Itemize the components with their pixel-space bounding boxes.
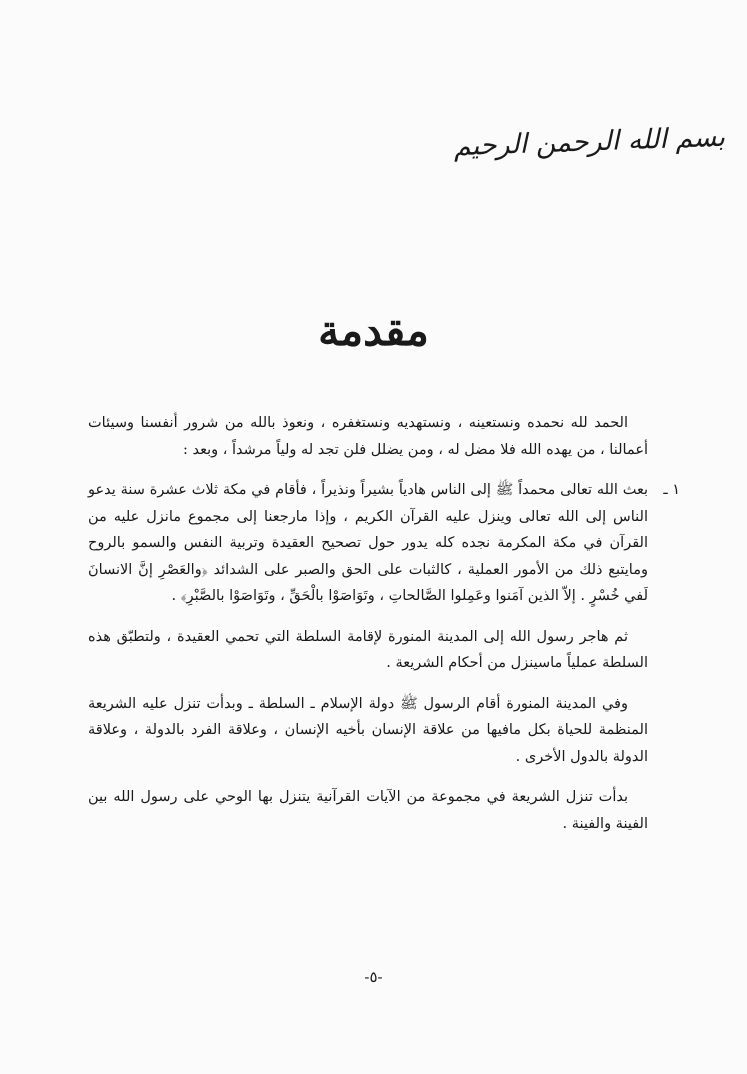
page-number: -٥- (364, 968, 383, 986)
paragraph-3: وفي المدينة المنورة أقام الرسول ﷺ دولة الإسلام ـ السلطة ـ وبدأت تنزل عليه الشريعة المنظمة للحياة بكل مافيها من علاقة الإنسان بأخيه الإنسان ، وعلاقة الفرد بالدولة ، وعلاقة الدولة بالدول الأخرى . (88, 695, 648, 765)
numbered-paragraph (88, 477, 680, 610)
bismillah-calligraphy: بسم الله الرحمن الرحيم (453, 121, 726, 163)
page-heading: مقدمة (318, 306, 429, 355)
paragraph-4: بدأت تنزل الشريعة في مجموعة من الآيات القرآنية يتنزل بها الوحي على رسول الله بين الفينة والفينة . (88, 789, 648, 832)
body-text (88, 410, 680, 837)
intro-paragraph: الحمد لله نحمده ونستعينه ، ونستهديه ونستغفره ، ونعوذ بالله من شرور أنفسنا وسيئات أعمالنا ، من يهده الله فلا مضل له ، ومن يضلل فلن تجد له ولياً مرشداً ، وبعد : (88, 415, 648, 458)
paragraph-2: ثم هاجر رسول الله إلى المدينة المنورة لإقامة السلطة التي تحمي العقيدة ، ولتطبّق هذه السلطة عملياً ماسينزل من أحكام الشريعة . (88, 628, 648, 671)
paragraph-1: بعث الله تعالى محمداً ﷺ إلى الناس هادياً بشيراً ونذيراً ، فأقام في مكة ثلاث عشرة سنة يدعو الناس إلى الله تعالى وينزل عليه القرآن الكريم ، وإذا مارجعنا إلى مجموع مانزل عليه من القرآن في مكة المكرمة نجده كله يدور حول تصحيح العقيدة وتربية النفس والسمو بالروح ومايتبع ذلك من الأمور العملية ، كالثبات على الحق والصبر على الشدائد ﴿والعَصْرِ إنَّ الانسانَ لَفي خُسْرٍ . إلاّ الذين آمَنوا وعَمِلوا الصَّالحاتِ ، وتَوَاصَوْا بالْحَقِّ ، وتَوَاصَوْا بالصَّبْرِ﴾ . (88, 482, 648, 604)
item-number: ١ ـ (663, 482, 680, 498)
